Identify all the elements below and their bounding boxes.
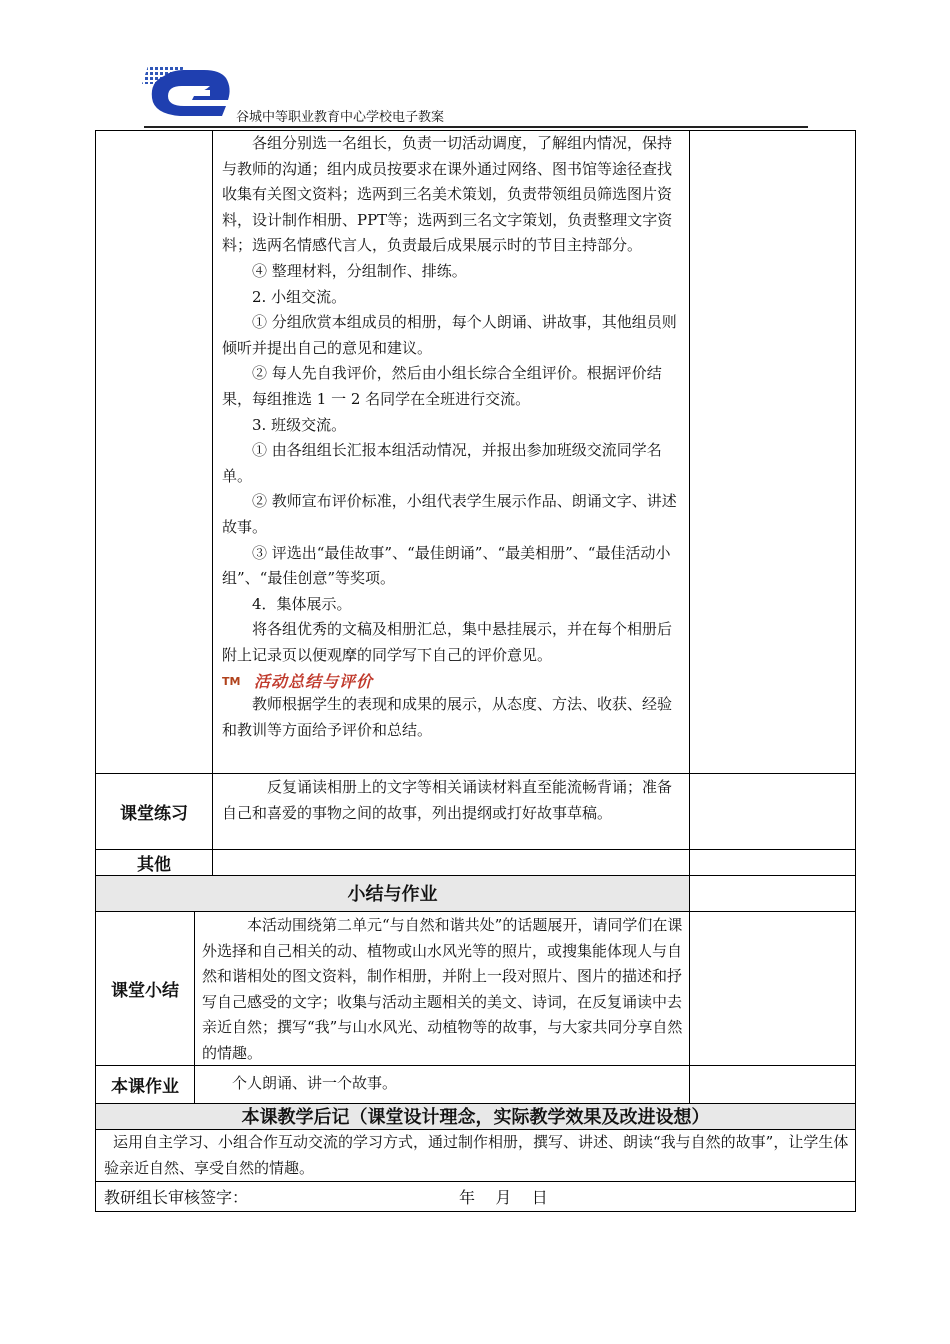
school-logo-icon bbox=[140, 62, 232, 122]
reflection-text: 运用自主学习、小组合作互动交流的学习方式，通过制作相册，撰写、讲述、朗读“我与自然的故事”，让学生体验亲近自然、享受自然的情趣。 bbox=[104, 1133, 849, 1177]
practice-text: 反复诵读相册上的文字等相关诵读材料直至能流畅背诵；准备自己和喜爱的事物之间的故事，列出提纲或打好故事草稿。 bbox=[222, 778, 673, 822]
homework-label: 本课作业 bbox=[111, 1076, 179, 1097]
activity-paragraph: 各组分别选一名组长，负责一切活动调度，了解组内情况，保持与教师的沟通；组内成员按要求在课外通过网络、图书馆等途径查找收集有关图文资料；选两到三名美术策划，负责带领组员筛选图片资料，设计制作相册、PPT等；选两到三名文字策划，负责整理文字资料；选两名情感代言人，负责最后成果展示时的节目主持部分。 bbox=[222, 134, 673, 255]
summary-section-title: 小结与作业 bbox=[347, 884, 438, 905]
activity-paragraph: ④ 整理材料，分组制作、排练。 bbox=[252, 261, 467, 280]
activity-paragraph: ① 由各组组长汇报本组活动情况，并报出参加班级交流同学名单。 bbox=[222, 441, 662, 485]
activity-content bbox=[222, 131, 684, 744]
reflection-content bbox=[104, 1130, 849, 1181]
signature-label: 教研组长审核签字： bbox=[104, 1187, 249, 1207]
activity-paragraph: ① 分组欣赏本组成员的相册，每个人朗诵、讲故事，其他组员则倾听并提出自己的意见和建议。 bbox=[222, 313, 677, 357]
practice-content bbox=[222, 775, 684, 826]
practice-label: 课堂练习 bbox=[120, 803, 188, 824]
activity-paragraph: 将各组优秀的文稿及相册汇总，集中悬挂展示，并在每个相册后附上记录页以便观摩的同学写下自己的评价意见。 bbox=[222, 620, 673, 664]
activity-summary-title: 活动总结与评价 bbox=[254, 671, 374, 691]
activity-paragraph: ③ 评选出“最佳故事”、“最佳朗诵”、“最美相册”、“最佳活动小组”、“最佳创意”等奖项。 bbox=[222, 543, 671, 588]
class-summary-content bbox=[202, 913, 684, 1067]
class-summary-text: 本活动围绕第二单元“与自然和谐共处”的话题展开，请同学们在课外选择和自己相关的动、植物或山水风光等的照片，或搜集能体现人与自然和谐相处的图文资料，制作相册，并附上一段对照片、图片的描述和抒写自己感受的文字；收集与活动主题相关的美文、诗词，在反复诵读中去亲近自然；撰写“我”与山水风光、动植物等的故事，与大家共同分享自然的情趣。 bbox=[202, 916, 683, 1062]
activity-summary-text: 教师根据学生的表现和成果的展示，从态度、方法、收获、经验和教训等方面给予评价和总结。 bbox=[222, 695, 673, 740]
activity-paragraph: ② 每人先自我评价，然后由小组长综合全组评价。根据评价结果，每组推选 1 一 2 名同学在全班进行交流。 bbox=[222, 364, 662, 408]
grid-line bbox=[689, 131, 690, 1103]
grid-line bbox=[194, 911, 195, 1103]
activity-summary-heading bbox=[222, 670, 684, 692]
homework-text: 个人朗诵、讲一个故事。 bbox=[232, 1074, 398, 1092]
school-name: 谷城中等职业教育中心学校电子教案 bbox=[236, 110, 445, 125]
signature-date: 年 月 日 bbox=[459, 1187, 548, 1207]
grid-line bbox=[212, 131, 213, 875]
activity-paragraph: ② 教师宣布评价标准，小组代表学生展示作品、朗诵文字、讲述故事。 bbox=[222, 492, 677, 536]
reflection-title: 本课教学后记（课堂设计理念，实际教学效果及改进设想） bbox=[241, 1107, 710, 1128]
grid-line bbox=[96, 911, 855, 912]
activity-paragraph: 3. 班级交流。 bbox=[252, 415, 347, 434]
signature-row bbox=[104, 1181, 849, 1211]
lesson-table bbox=[95, 130, 856, 1212]
activity-paragraph: 2. 小组交流。 bbox=[252, 287, 347, 306]
other-label: 其他 bbox=[137, 854, 171, 875]
header-rule bbox=[144, 126, 808, 128]
page-header bbox=[140, 62, 810, 130]
homework-content bbox=[202, 1071, 684, 1097]
activity-paragraph: 4．集体展示。 bbox=[252, 594, 352, 613]
class-summary-label: 课堂小结 bbox=[111, 980, 179, 1001]
trademark-mark: TM bbox=[222, 674, 241, 688]
